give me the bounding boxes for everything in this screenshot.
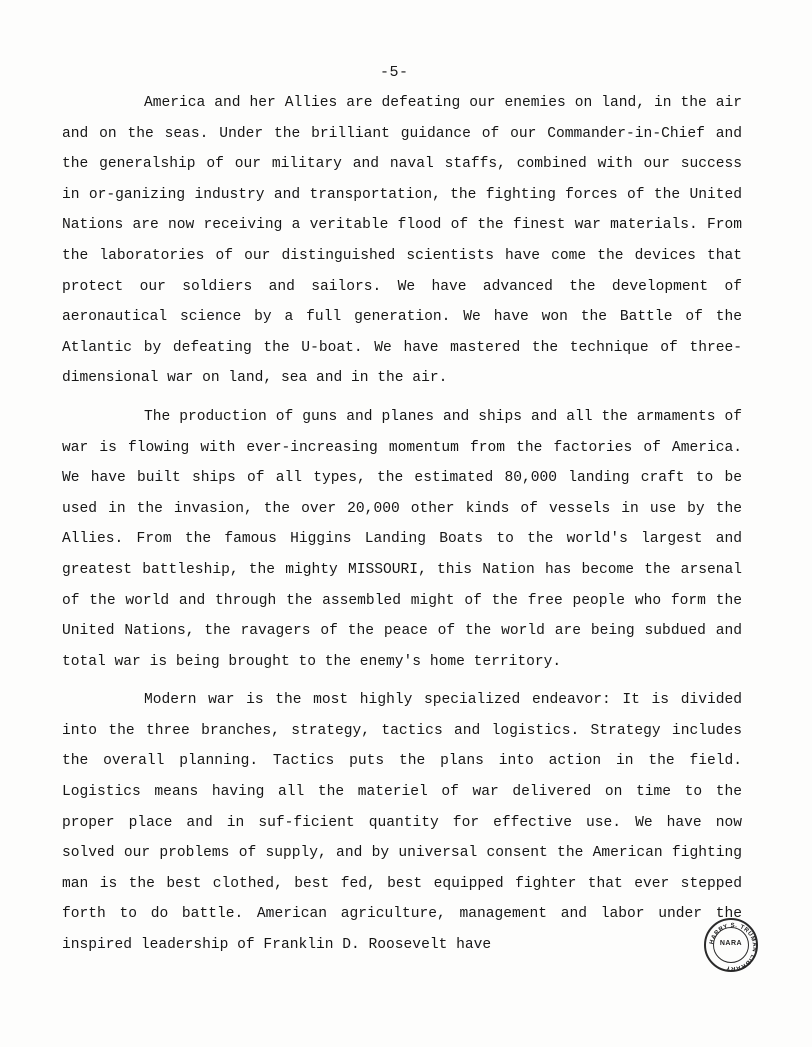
document-body bbox=[62, 88, 742, 961]
paragraph-3: Modern war is the most highly specialized endeavor: It is divided into the three branches, strategy, tactics and logistics. Strategy includes the overall planning. Tactics puts the plans into action in the field. Logistics means having all the materiel of war delivered on time to the proper place and in suf-ficient quantity for effective use. We have now solved our problems of supply, and by universal consent the American fighting man is the best clothed, best fed, best equipped fighter that ever stepped forth to do battle. American agriculture, management and labor under the inspired leadership of Franklin D. Roosevelt have bbox=[62, 692, 742, 954]
stamp-center-label: NARA bbox=[719, 940, 743, 947]
paragraph-1: America and her Allies are defeating our enemies on land, in the air and on the seas. Under the brilliant guidance of our Commander-in-Chief and the generalship of our military and naval staffs, combined with our success in or-ganizing industry and transportation, the fighting forces of the United Nations are now receiving a veritable flood of the finest war materials. From the laboratories of our distinguished scientists have come the devices that protect our soldiers and sailors. We have advanced the development of aeronautical science by a full generation. We have won the Battle of the Atlantic by defeating the U-boat. We have mastered the technique of three-dimensional war on land, sea and in the air. bbox=[62, 95, 742, 387]
library-stamp bbox=[704, 918, 758, 972]
page-number: -5- bbox=[380, 64, 409, 81]
paragraph-2: The production of guns and planes and ships and all the armaments of war is flowing with ever-increasing momentum from the factories of America. We have built ships of all types, the estimated 80,000 landing craft to be used in the invasion, the over 20,000 other kinds of vessels in use by the Allies. From the famous Higgins Landing Boats to the world's largest and greatest battleship, the mighty MISSOURI, this Nation has become the arsenal of the world and through the assembled might of the free people who form the United Nations, the ravagers of the peace of the world are being subdued and total war is being brought to the enemy's home territory. bbox=[62, 408, 742, 670]
stamp-ring-label: HARRY S. TRUMAN LIBRARY bbox=[709, 922, 758, 972]
